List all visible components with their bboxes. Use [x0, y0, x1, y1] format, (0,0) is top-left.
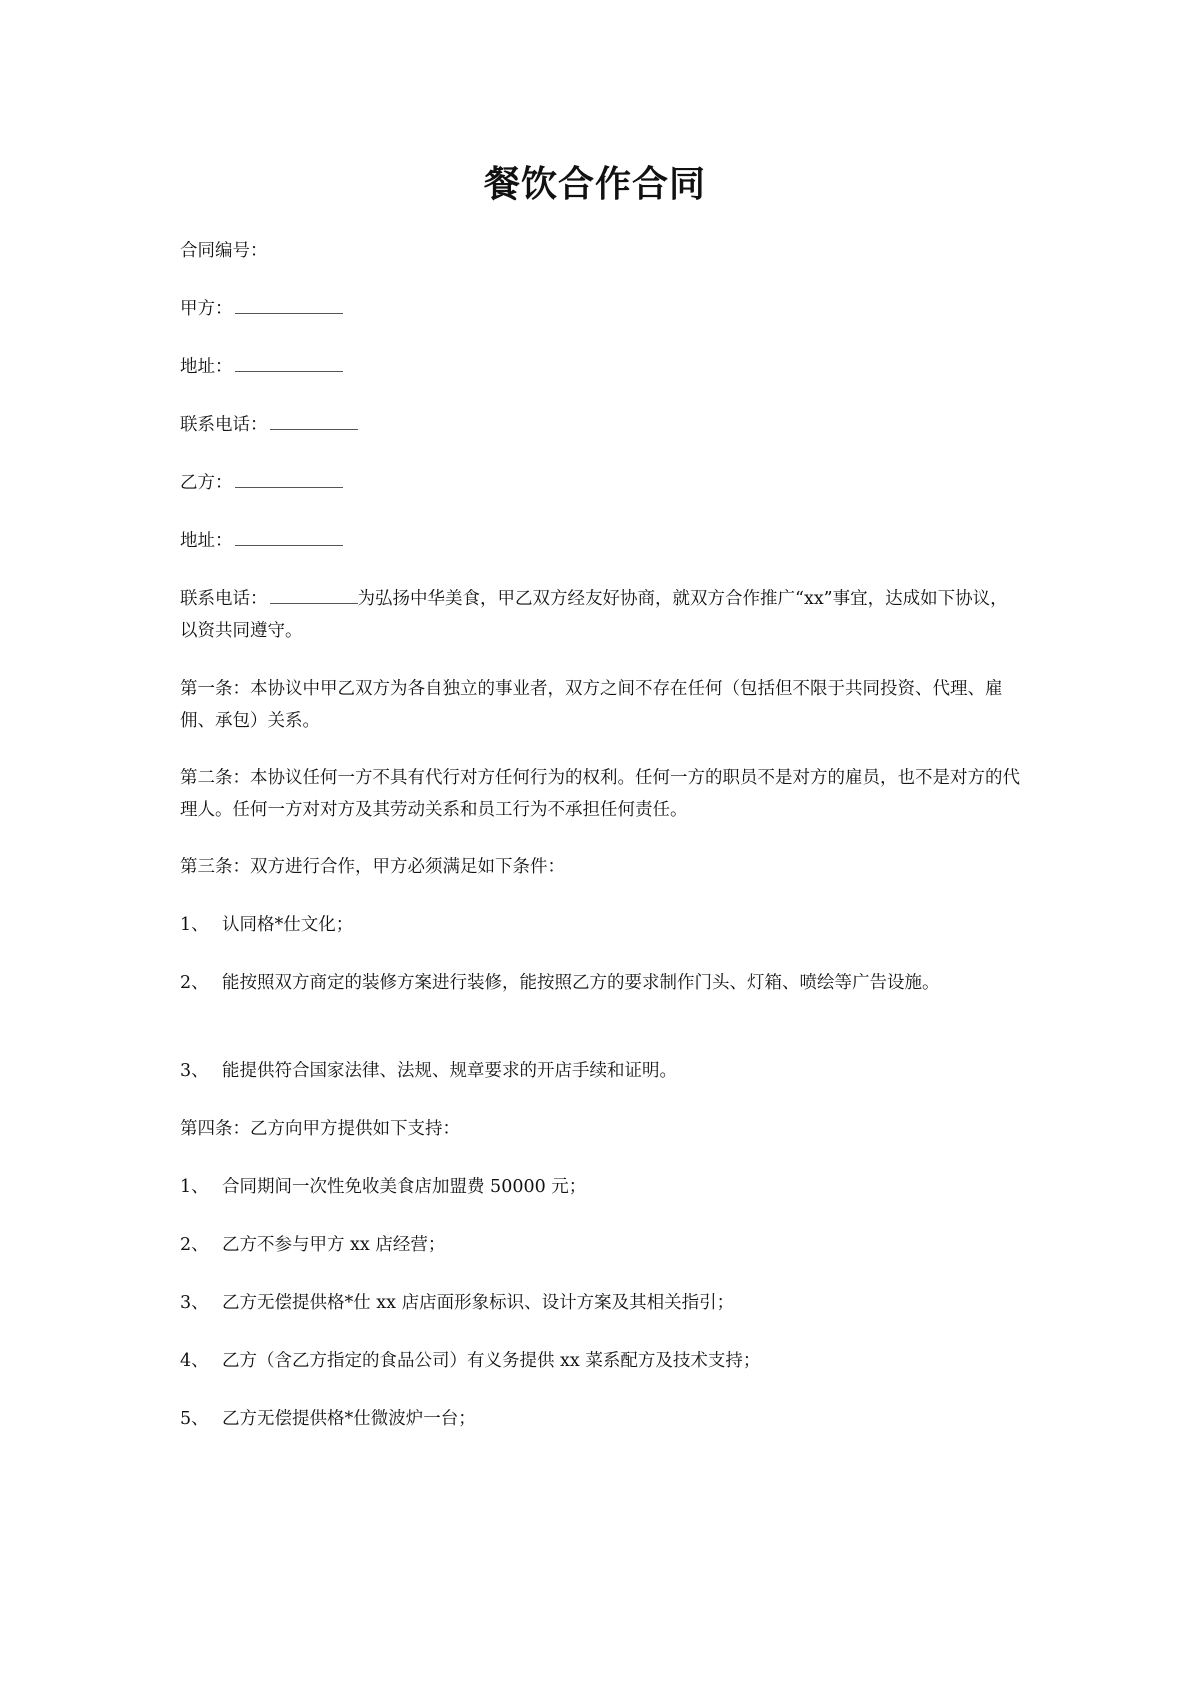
article-3-item-1 — [180, 909, 1020, 941]
item-number: 3、 — [180, 1061, 209, 1081]
party-b-phone-blank[interactable] — [270, 585, 358, 604]
item-text: 认同格*仕文化； — [222, 915, 354, 935]
item-number: 3、 — [180, 1293, 209, 1313]
article-3-item-3 — [180, 1055, 1020, 1087]
contract-number-field — [180, 235, 1020, 267]
item-number: 4、 — [180, 1351, 209, 1371]
party-a-address-field — [180, 351, 1020, 383]
article-4-item-3 — [180, 1287, 1020, 1319]
article-4-item-2 — [180, 1229, 1020, 1261]
item-text: 能按照双方商定的装修方案进行装修，能按照乙方的要求制作门头、灯箱、喷绘等广告设施。 — [222, 973, 940, 993]
item-text: 合同期间一次性免收美食店加盟费 50000 元； — [222, 1177, 587, 1197]
field-label: 乙方： — [180, 473, 233, 493]
preamble-paragraph — [180, 583, 1020, 647]
article-3-heading: 第三条：双方进行合作，甲方必须满足如下条件： — [180, 857, 565, 877]
item-text: 能提供符合国家法律、法规、规章要求的开店手续和证明。 — [222, 1061, 677, 1081]
article-3-item-2 — [180, 967, 1020, 999]
preamble-text: 为弘扬中华美食，甲乙双方经友好协商，就双方合作推广“xx”事宜，达成如下协议，以资共同遵守。 — [180, 589, 1008, 641]
article-4-heading: 第四条：乙方向甲方提供如下支持： — [180, 1119, 460, 1139]
article-4-item-5 — [180, 1403, 1020, 1435]
party-b-address-field — [180, 525, 1020, 557]
field-label: 合同编号： — [180, 241, 268, 261]
item-number: 2、 — [180, 1235, 209, 1255]
item-number: 1、 — [180, 1177, 209, 1197]
item-text: 乙方（含乙方指定的食品公司）有义务提供 xx 菜系配方及技术支持； — [222, 1351, 761, 1371]
item-number: 2、 — [180, 973, 209, 993]
field-label: 地址： — [180, 357, 233, 377]
article-1: 第一条：本协议中甲乙双方为各自独立的事业者，双方之间不存在任何（包括但不限于共同投资、代理、雇佣、承包）关系。 — [180, 679, 1003, 731]
field-label: 联系电话： — [180, 415, 268, 435]
party-a-field — [180, 293, 1020, 325]
article-4-item-1 — [180, 1171, 1020, 1203]
item-text: 乙方无偿提供格*仕微波炉一台； — [222, 1409, 476, 1429]
item-number: 5、 — [180, 1409, 209, 1429]
field-label: 地址： — [180, 531, 233, 551]
item-text: 乙方无偿提供格*仕 xx 店店面形象标识、设计方案及其相关指引； — [222, 1293, 735, 1313]
party-b-field — [180, 467, 1020, 499]
party-a-phone-blank[interactable] — [270, 411, 358, 430]
party-a-blank[interactable] — [235, 295, 343, 314]
field-label: 联系电话： — [180, 589, 268, 609]
party-a-phone-field — [180, 409, 1020, 441]
party-b-address-blank[interactable] — [235, 527, 343, 546]
party-a-address-blank[interactable] — [235, 353, 343, 372]
document-title: 餐饮合作合同 — [483, 163, 706, 205]
article-2: 第二条：本协议任何一方不具有代行对方任何行为的权利。任何一方的职员不是对方的雇员，也不是对方的代理人。任何一方对对方及其劳动关系和员工行为不承担任何责任。 — [180, 768, 1020, 820]
article-4-item-4 — [180, 1345, 1020, 1377]
field-label: 甲方： — [180, 299, 233, 319]
party-b-blank[interactable] — [235, 469, 343, 488]
item-number: 1、 — [180, 915, 209, 935]
item-text: 乙方不参与甲方 xx 店经营； — [222, 1235, 446, 1255]
